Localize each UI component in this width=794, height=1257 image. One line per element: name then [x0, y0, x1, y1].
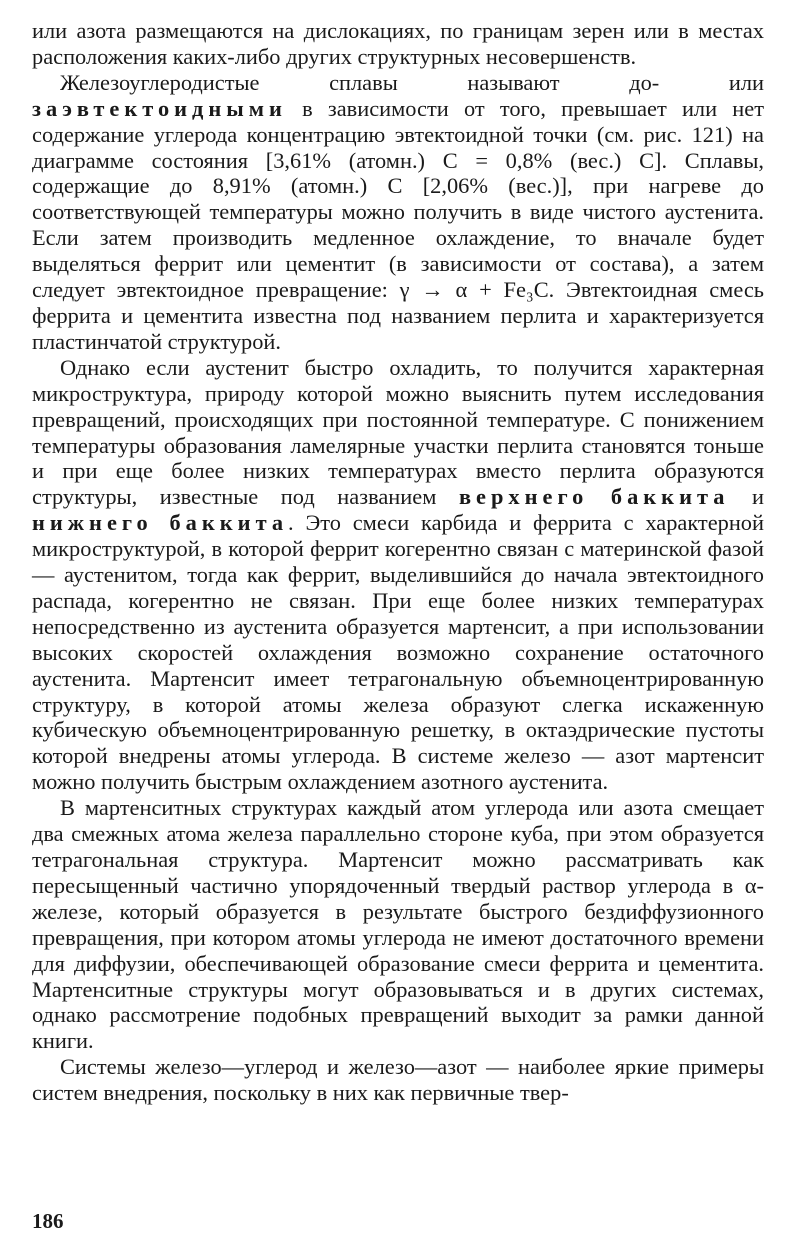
paragraph-text: Железоуглеродистые сплавы называют до- или: [60, 69, 764, 95]
term-bainite: баккита: [610, 484, 730, 510]
term-upper: верхнего: [458, 484, 589, 510]
paragraph-text: Однако если аустенит быстро охладить, то получится характерная микроструктура, природу которой можно выяснить путем исследования превращений, происходящих при постоянной температуре. С понижением температуры образования ламелярные участки перлита становятся тоньше и при еще более низких температурах вместо перлита образуются структуры, известные под названием: [32, 354, 764, 510]
paragraph-martensitic-structures: В мартенситных структурах каждый атом углерода или азота смещает два смежных атома железа параллельно стороне куба, при этом образуется тетрагональная структура. Мартенсит можно рассматривать как пересыщенный частично упорядоченный твердый раствор углерода в α-железе, который образуется в результате быстрого бездиффузионного превращения, при котором атомы углерода не имеют достаточного времени для диффузии, обеспечивающей образование смеси феррита и цементита. Мартенситные структуры могут образовываться и в других системах, однако рассмотрение подобных превращений выходит за рамки данной книги.: [32, 795, 764, 1054]
term-lower-bainite: нижнего баккита: [32, 510, 289, 536]
paragraph-text: в зависимости от того, превышает или нет содержание углерода концентрацию эвтектоидной точки (см. рис. 121) на диаграмме состояния [3,61% (атомн.) C = 0,8% (вес.) C]. Сплавы, содержащие до 8,91% (атомн.) C [2,06% (вес.)], при нагреве до соответствующей температуры можно получить в виде чистого аустенита. Если затем производить медленное охлаждение, то вначале будет выделяться феррит или цементит (в зависимости от состава), а затем следует эвтектоидное превращение: γ → α + Fe₃C. Эвтектоидная смесь феррита и цементита известна под названием перлита и характеризуется пластинчатой структурой.: [32, 95, 764, 354]
paragraph-hypereutectoid-alloys: [32, 70, 764, 355]
paragraph-text: [588, 484, 611, 509]
paragraph-text: . Это смеси карбида и феррита с характерной микроструктурой, в которой феррит когерентно связан с материнской фазой — аустенитом, тогда как феррит, выделившийся до начала эвтектоидного распада, когерентно не связан. При еще более низких температурах непосредственно из аустенита образуется мартенсит, а при использовании высоких скоростей охлаждения возможно сохранение остаточного аустенита. Мартенсит имеет тетрагональную объемноцентрированную структуру, в которой атомы железа образуют слегка искаженную кубическую объемноцентрированную решетку, в октаэдрические пустоты которой внедрены атомы углерода. В системе железо — азот мартенсит можно получить быстрым охлаждением азотного аустенита.: [32, 510, 764, 795]
paragraph-continuation: или азота размещаются на дислокациях, по границам зерен или в местах расположения каких-либо других структурных несовершенств.: [32, 18, 764, 69]
paragraph-bainite-martensite: [32, 355, 764, 795]
paragraph-text: и: [729, 484, 764, 510]
term-hypereutectoid: заэвтектоидными: [32, 95, 287, 121]
document-page: [32, 18, 764, 1238]
page-number: 186: [32, 1209, 64, 1233]
paragraph-interstitial-systems: Системы железо—углерод и железо—азот — наиболее яркие примеры систем внедрения, поскольку в них как первичные твер-: [32, 1054, 764, 1106]
